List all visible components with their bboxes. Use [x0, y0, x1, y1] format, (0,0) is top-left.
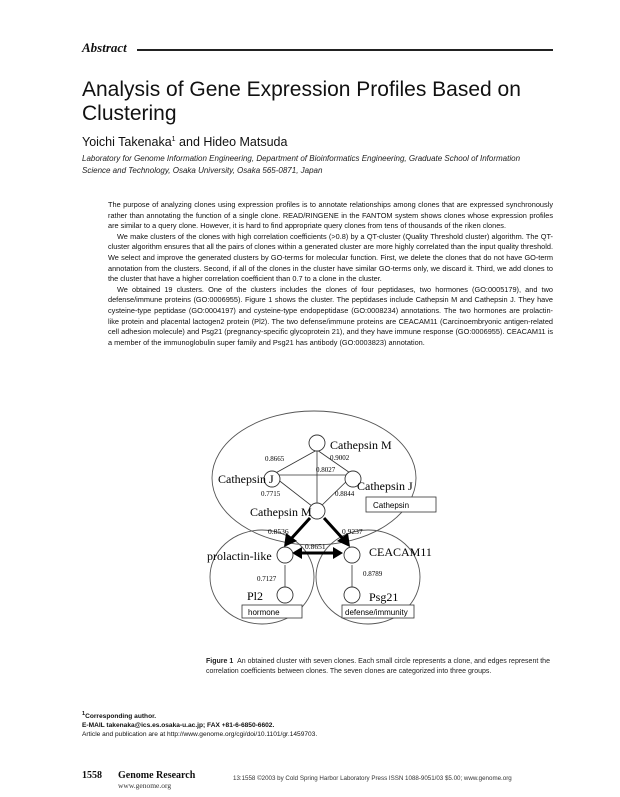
node-label-prolactin: prolactin-like	[207, 549, 272, 563]
edge-weight: 0.9237	[342, 527, 363, 536]
edge-weight: 0.8651	[305, 542, 326, 551]
journal-name: Genome Research	[118, 770, 196, 781]
footnote-email: E-MAIL takenaka@ics.es.osaka-u.ac.jp; FAX +81-6-6850-6602.	[82, 722, 275, 730]
edge-weight: 0.8536	[268, 527, 289, 536]
node-label-cathepsin-j-right: Cathepsin J	[357, 479, 413, 493]
edge-weight: 0.7715	[261, 490, 281, 498]
edge-weight: 0.8027	[316, 466, 336, 474]
node-label-cathepsin-m-top: Cathepsin M	[330, 438, 392, 452]
section-label: Abstract	[82, 40, 127, 55]
edge-weight: 0.8665	[265, 455, 285, 463]
edge-weight: 0.9002	[330, 454, 350, 462]
affiliation: Laboratory for Genome Information Engineering, Department of Bioinformatics Engineering, Graduate School of Information Science and Technology, Osaka University, Osaka 565-0871, Japan	[82, 154, 521, 175]
page-number: 1558	[82, 770, 102, 781]
node-circle-cathepsin-m-top	[309, 435, 325, 451]
paragraph: We obtained 19 clusters. One of the clusters includes the clones of four peptidases, two hormones (GO:0005179), and two defense/immune proteins (GO:0006955). Figure 1 shows the cluster. The peptidases include Cathepsin M and Cathepsin J. They have cysteine-type peptidase (GO:0004197) and cysteine-type endopeptidase (GO:0008234) annotations. The two hormones are prolactin-like protein and placental lactogen2 protein (Pl2). The two defense/immune proteins are CEACAM11 (Carcinoembryonic antigen-related cell adhesion molecule) and Psg21 (pregnancy-specific glycoprotein 21), and they have immune response (GO:0006955). CEACAM11 is a member of the immunoglobulin super family and Psg21 has antibody (GO:0003823) annotation.	[108, 284, 553, 347]
node-circle-ceacam	[344, 547, 360, 563]
node-circle-prolactin	[277, 547, 293, 563]
footnote-publication: Article and publication are at http://www.genome.org/cgi/doi/10.1101/gr.1459703.	[82, 731, 318, 739]
node-label-psg21: Psg21	[369, 590, 399, 604]
author-superscript: 1	[171, 135, 176, 143]
node-label-cathepsin-j-left: Cathepsin J	[218, 472, 274, 486]
author-first: Yoichi Takenaka	[82, 135, 172, 149]
node-label-pl2: Pl2	[247, 589, 264, 603]
footnote	[82, 710, 542, 739]
copyright-line: 13:1558 ©2003 by Cold Spring Harbor Laboratory Press ISSN 1088-9051/03 $5.00; www.genome.org	[233, 775, 512, 782]
group-label-defense: defense/immunity	[345, 608, 408, 617]
journal-url: www.genome.org	[118, 781, 172, 790]
group-label-hormone: hormone	[248, 608, 280, 617]
edge-weight: 0.8844	[335, 490, 355, 498]
paragraph: The purpose of analyzing clones using expression profiles is to annotate relationships among clones that are expressed synchronously rather than annotating the function of a single clone. READ/RINGENE in the FANTOM system shows clones whose expression profiles are similar to a query clone. However, it is hard to find appropriate query clones from tens of thousands of the riken clones.	[108, 200, 553, 231]
caption-text: An obtained cluster with seven clones. Each small circle represents a clone, and edges represent the correlation coefficients between clones. The seven clones are categorized into three groups.	[206, 658, 550, 675]
edge-weight: 0.7127	[257, 575, 277, 583]
author-rest: and Hideo Matsuda	[175, 135, 288, 149]
node-circle-psg21	[344, 587, 360, 603]
edge-weight: 0.8789	[363, 570, 383, 578]
node-label-ceacam: CEACAM11	[369, 545, 432, 559]
node-label-cathepsin-m-center: Cathepsin M	[250, 505, 312, 519]
caption-label: Figure 1	[206, 658, 234, 665]
figure-caption	[206, 657, 556, 676]
footnote-marker: 1	[82, 711, 86, 717]
footnote-corresponding-text: Corresponding author.	[85, 713, 157, 721]
paragraph: We make clusters of the clones with high correlation coefficients (>0.8) by a QT-cluster (Quality Threshold cluster) algorithm. The QT-cluster algorithm ensures that all the pairs of clones within a generated cluster are more highly correlated than the input quality threshold. We select and improve the generated clusters by GO-terms for molecular function. First, we delete the clones that do not have GO-term annotation from the clusters. Second, if all of the clones in the cluster have similar GO-terms only, we discard it. Third, we add clones to the cluster that have a higher correlation coefficient than 0.7 to a clone in the cluster.	[108, 231, 553, 284]
article-title: Analysis of Gene Expression Profiles Based on Clustering	[82, 78, 521, 125]
group-label-cathepsin: Cathepsin	[373, 501, 410, 510]
node-circle-pl2	[277, 587, 293, 603]
footnote-corresponding	[82, 710, 542, 721]
